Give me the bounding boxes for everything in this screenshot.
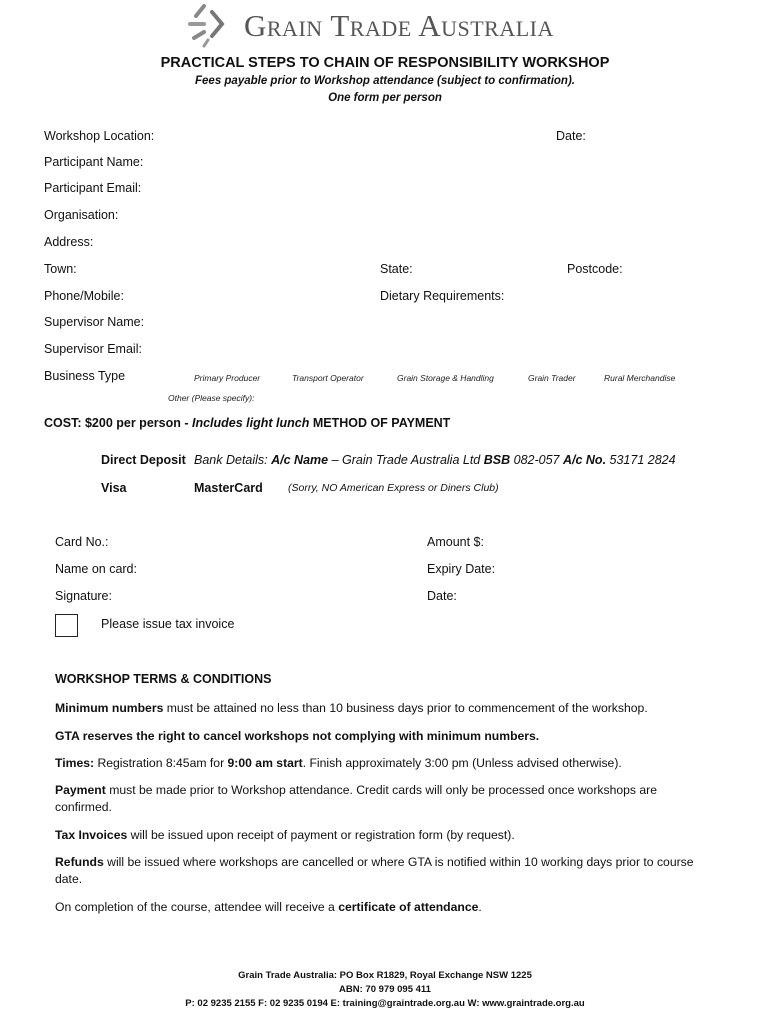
signature-label: Signature: [55, 589, 112, 603]
bank-details-prefix: Bank Details: [194, 453, 272, 467]
option-rural-merchandise[interactable]: Rural Merchandise [604, 373, 676, 383]
bsb-label: BSB [483, 453, 511, 467]
term-times-start: 9:00 am start [227, 756, 303, 770]
term-certificate: certificate of attendance [338, 900, 479, 914]
term-refunds-bold: Refunds [55, 855, 104, 869]
term-payment-bold: Payment [55, 783, 106, 797]
address-label: Address: [44, 235, 94, 249]
term-tax-bold: Tax Invoices [55, 828, 128, 842]
phone-label: Phone/Mobile: [44, 289, 124, 303]
tax-invoice-checkbox[interactable] [55, 614, 78, 637]
term-completion-text: On completion of the course, attendee will receive a [55, 900, 339, 914]
term-times [55, 755, 715, 772]
date-label: Date: [556, 129, 586, 143]
state-label: State: [380, 262, 413, 276]
ac-no-label: A/c No. [562, 453, 607, 467]
expiry-date-label: Expiry Date: [427, 562, 496, 576]
page-title: PRACTICAL STEPS TO CHAIN OF RESPONSIBILITY WORKSHOP [160, 55, 610, 71]
term-tax-text: will be issued upon receipt of payment or registration form (by request). [127, 828, 515, 842]
gta-logo [182, 2, 637, 50]
card-date-label: Date: [427, 589, 457, 603]
term-minimum-numbers [55, 700, 715, 717]
subtitle-one-form: One form per person [328, 92, 442, 104]
terms-heading: WORKSHOP TERMS & CONDITIONS [55, 672, 272, 686]
cost-lunch: Includes light lunch [191, 416, 310, 430]
amount-label: Amount $: [427, 535, 484, 549]
cost-line [44, 416, 450, 430]
option-primary-producer[interactable]: Primary Producer [194, 373, 261, 383]
mastercard-option[interactable]: MasterCard [194, 481, 263, 495]
footer-contact: P: 02 9235 2155 F: 02 9235 0194 E: training@graintrade.org.au W: www.graintrade.org.au [185, 998, 585, 1009]
ac-no-value: 53171 2824 [606, 453, 676, 467]
option-grain-trader[interactable]: Grain Trader [528, 373, 576, 383]
bank-details [194, 453, 676, 467]
term-payment [55, 782, 715, 816]
direct-deposit-option[interactable]: Direct Deposit [101, 453, 186, 467]
term-refunds [55, 854, 715, 888]
option-transport-operator[interactable]: Transport Operator [292, 373, 364, 383]
name-on-card-label: Name on card: [55, 562, 137, 576]
term-payment-text: must be made prior to Workshop attendance. Credit cards will only be processed once workshops are confirmed. [55, 783, 658, 814]
supervisor-email-label: Supervisor Email: [44, 342, 142, 356]
workshop-location-label: Workshop Location: [44, 129, 155, 143]
dietary-label: Dietary Requirements: [380, 289, 505, 303]
footer-address: Grain Trade Australia: PO Box R1829, Royal Exchange NSW 1225 [238, 970, 532, 981]
visa-option[interactable]: Visa [101, 481, 127, 495]
organisation-label: Organisation: [44, 208, 119, 222]
term-completion [55, 899, 715, 916]
term-times-text2: . Finish approximately 3:00 pm (Unless advised otherwise). [302, 756, 622, 770]
participant-email-label: Participant Email: [44, 181, 142, 195]
term-min-text: must be attained no less than 10 business days prior to commencement of the workshop. [163, 701, 648, 715]
term-times-bold: Times: [55, 756, 95, 770]
subtitle-fees: Fees payable prior to Workshop attendance (subject to confirmation). [195, 75, 575, 87]
org-name: Grain Trade Australia [244, 8, 554, 43]
ac-name-value: – Grain Trade Australia Ltd [328, 453, 484, 467]
supervisor-name-label: Supervisor Name: [44, 315, 145, 329]
cost-prefix: COST: $200 per person - [44, 416, 192, 430]
option-other[interactable]: Other (Please specify): [168, 393, 255, 403]
term-completion-end: . [478, 900, 482, 914]
term-times-text1: Registration 8:45am for [94, 756, 228, 770]
tax-invoice-label: Please issue tax invoice [101, 617, 235, 631]
term-refunds-text: will be issued where workshops are cancelled or where GTA is notified within 10 working days prior to course date. [55, 855, 694, 886]
term-min-bold: Minimum numbers [55, 701, 164, 715]
term-reserves: GTA reserves the right to cancel workshops not complying with minimum numbers. [55, 729, 540, 743]
ac-name-label: A/c Name [271, 453, 329, 467]
term-tax-invoices [55, 827, 715, 844]
footer-abn: ABN: 70 979 095 411 [339, 984, 431, 995]
card-no-label: Card No.: [55, 535, 109, 549]
grain-leaf-icon [182, 2, 242, 50]
business-type-label: Business Type [44, 369, 126, 383]
postcode-label: Postcode: [567, 262, 623, 276]
payment-method-heading: METHOD OF PAYMENT [309, 416, 451, 430]
bsb-value: 082-057 [510, 453, 563, 467]
town-label: Town: [44, 262, 77, 276]
card-exclusion-note: (Sorry, NO American Express or Diners Club) [288, 482, 499, 494]
participant-name-label: Participant Name: [44, 155, 144, 169]
option-grain-storage[interactable]: Grain Storage & Handling [397, 373, 494, 383]
